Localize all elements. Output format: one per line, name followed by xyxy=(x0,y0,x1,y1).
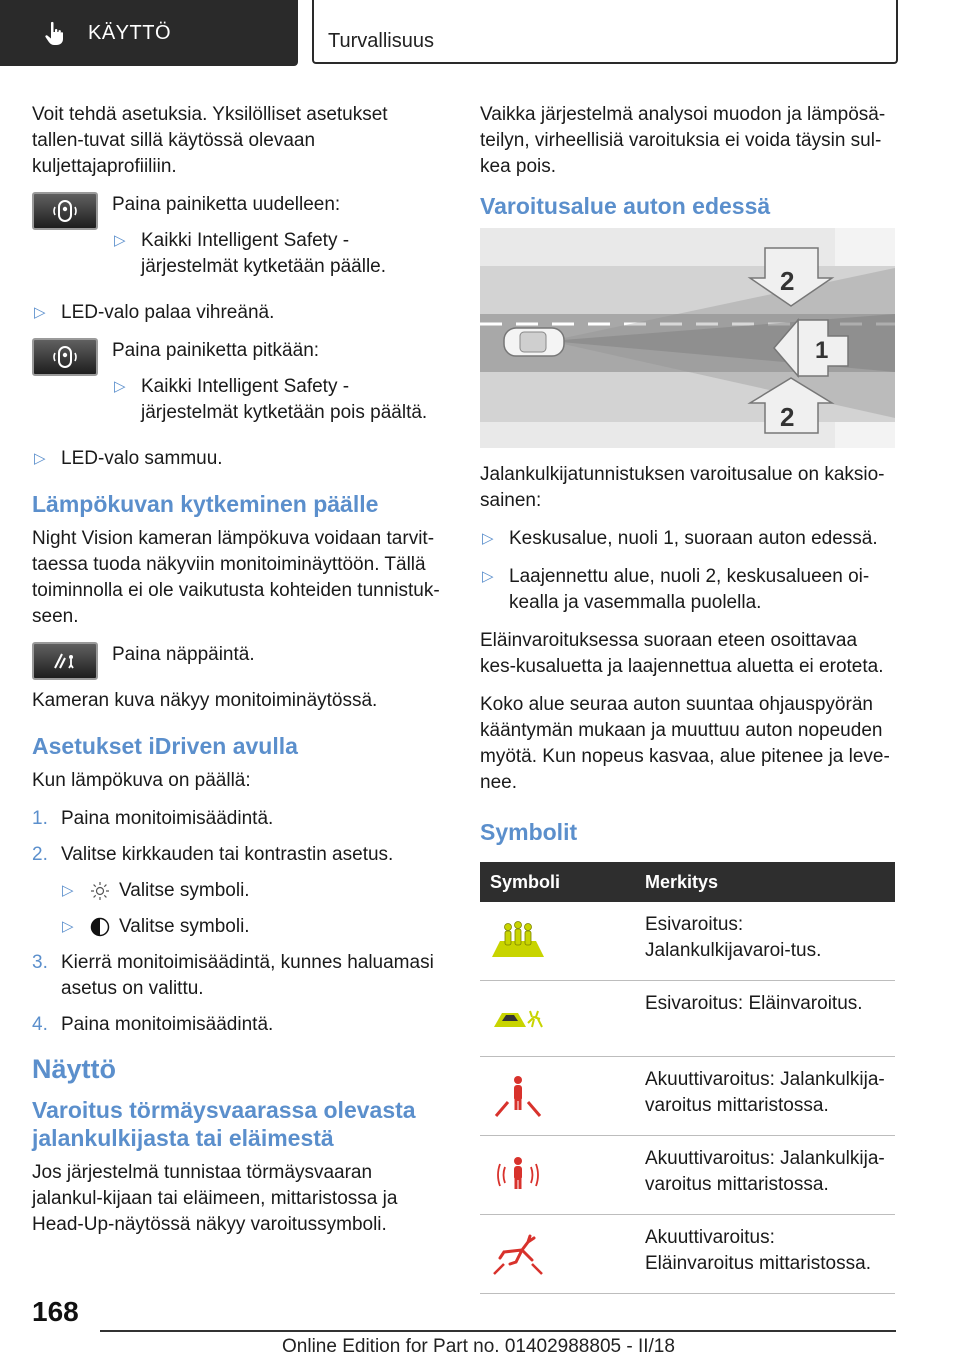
column-header-meaning: Merkitys xyxy=(635,862,895,902)
edition-text: Online Edition for Part no. 01402988805 - II/18 xyxy=(282,1336,675,1357)
follow-paragraph: Koko alue seuraa auton suuntaa ohjauspyörän kääntymän mukaan ja muuttuu auton nopeuden myötä. Kun nopeus kasvaa, alue pitenee ja leve-nee. xyxy=(480,694,890,793)
triangle-bullet-icon: ▷ xyxy=(34,304,46,321)
camera-paragraph: Kameran kuva näkyy monitoiminäytössä. xyxy=(32,690,378,711)
section-label: Turvallisuus xyxy=(328,30,434,52)
step-item: 1. Paina monitoimisäädintä. xyxy=(32,808,274,829)
symbol-meaning: Akuuttivaroitus: Eläinvaroitus mittaristossa. xyxy=(635,1215,895,1294)
table-row xyxy=(480,981,895,1057)
animal-prewarning-icon xyxy=(488,995,548,1043)
car-icon xyxy=(504,328,564,356)
steps-list xyxy=(32,806,442,868)
step-item: 3. Kierrä monitoimisäädintä, kunnes haluamasi asetus on valittu. xyxy=(32,952,434,999)
brightness-icon xyxy=(90,881,110,901)
deer-acute-icon xyxy=(488,1230,548,1278)
svg-text:1: 1 xyxy=(815,337,829,364)
button-instruction-2 xyxy=(32,338,442,438)
list-item: ▷ Kaikki Intelligent Safety -järjestelmät kytketään pois päältä. xyxy=(114,376,428,423)
intro-paragraph: Voit tehdä asetuksia. Yksilölliset asetukset tallen-tuvat sillä käytössä olevaan kuljettajaprofiiliin. xyxy=(32,104,388,177)
intelligent-safety-icon xyxy=(52,344,78,370)
step-item: 4. Paina monitoimisäädintä. xyxy=(32,1014,274,1035)
svg-text:2: 2 xyxy=(780,402,795,432)
right-column xyxy=(480,102,895,1294)
table-row xyxy=(480,1057,895,1136)
warning-area-diagram xyxy=(480,228,895,448)
column-header-symbol: Symboli xyxy=(480,862,635,902)
symbols-table xyxy=(480,862,895,1294)
table-header-row xyxy=(480,862,895,902)
triangle-bullet-icon: ▷ xyxy=(62,918,74,935)
page-number: 168 xyxy=(32,1296,79,1327)
heading-display: Näyttö xyxy=(32,1054,117,1084)
idrive-intro: Kun lämpökuva on päällä: xyxy=(32,770,251,791)
press-key-text: Paina näppäintä. xyxy=(112,644,255,665)
triangle-bullet-icon: ▷ xyxy=(482,530,494,547)
list-item: ▷ Laajennettu alue, nuoli 2, keskusalueen oi-kealla ja vasemmalla puolella. xyxy=(482,566,870,613)
heading-thermal: Lämpökuvan kytkeminen päälle xyxy=(32,491,379,517)
right-intro: Vaikka järjestelmä analysoi muodon ja lämpösä-teilyn, virheellisiä varoituksia ei voida täysin sul-kea pois. xyxy=(480,104,886,177)
pedestrians-warning-icon xyxy=(488,917,548,965)
night-vision-icon xyxy=(52,648,78,674)
left-column xyxy=(32,102,442,1250)
triangle-bullet-icon: ▷ xyxy=(114,378,126,395)
intelligent-safety-icon xyxy=(52,198,78,224)
list-item: ▷ Kaikki Intelligent Safety -järjestelmät kytketään päälle. xyxy=(114,230,387,277)
hand-icon xyxy=(42,20,68,46)
svg-text:2: 2 xyxy=(780,266,795,296)
section-box xyxy=(312,0,898,64)
thermal-paragraph: Night Vision kameran lämpökuva voidaan tarvit-taessa tuoda näkyviin monitoiminäyttöön. Tällä toiminnolla ei ole vaikutusta kohteiden tunnistuk-seen. xyxy=(32,528,440,627)
chapter-label: KÄYTTÖ xyxy=(88,21,172,44)
triangle-bullet-icon: ▷ xyxy=(114,232,126,249)
chapter-tab xyxy=(0,0,298,66)
list-item: ▷ LED-valo sammuu. xyxy=(32,446,442,472)
animal-paragraph: Eläinvaroituksessa suoraan eteen osoittavaa kes-kusaluetta ja laajennettua aluetta ei eroteta. xyxy=(480,630,884,677)
table-row xyxy=(480,902,895,981)
list-item: ▷ Keskusalue, nuoli 1, suoraan auton edessä. xyxy=(480,526,895,552)
key-instruction xyxy=(32,642,442,680)
night-vision-button-image xyxy=(32,642,98,680)
list-item: ▷ Valitse symboli. xyxy=(32,914,442,940)
contrast-icon xyxy=(90,917,110,937)
footer-divider xyxy=(100,1330,896,1332)
page-header xyxy=(0,0,960,66)
steps-list-continued xyxy=(32,950,442,1038)
list-item: ▷ Valitse symboli. xyxy=(32,878,442,904)
zone-paragraph: Jalankulkijatunnistuksen varoitusalue on kaksio-sainen: xyxy=(480,464,885,511)
warning-paragraph: Jos järjestelmä tunnistaa törmäysvaaran jalankul-kijaan tai eläimeen, mittaristossa ja Head-Up-näytössä näkyy varoitussymboli. xyxy=(32,1162,398,1235)
step-item: 2. Valitse kirkkauden tai kontrastin asetus. xyxy=(32,844,394,865)
zone-list xyxy=(480,526,895,616)
symbol-choices xyxy=(32,878,442,940)
pedestrian-acute-waves-icon xyxy=(488,1151,548,1199)
triangle-bullet-icon: ▷ xyxy=(62,882,74,899)
safety-button-image xyxy=(32,192,98,230)
heading-idrive: Asetukset iDriven avulla xyxy=(32,733,298,759)
button-instruction-1 xyxy=(32,192,442,292)
safety-button-image xyxy=(32,338,98,376)
triangle-bullet-icon: ▷ xyxy=(34,450,46,467)
heading-symbols: Symbolit xyxy=(480,819,578,845)
button-lead: Paina painiketta uudelleen: xyxy=(112,194,341,215)
button-lead: Paina painiketta pitkään: xyxy=(112,340,320,361)
triangle-bullet-icon: ▷ xyxy=(482,568,494,585)
symbol-meaning: Esivaroitus: Eläinvaroitus. xyxy=(635,981,895,1057)
heading-front-area: Varoitusalue auton edessä xyxy=(480,193,771,219)
table-row xyxy=(480,1215,895,1294)
pedestrian-acute-icon xyxy=(488,1072,548,1120)
symbol-meaning: Akuuttivaroitus: Jalankulkija-varoitus mittaristossa. xyxy=(635,1136,895,1215)
heading-warning: Varoitus törmäysvaarassa olevasta jalankulkijasta tai eläimestä xyxy=(32,1097,416,1151)
symbol-meaning: Esivaroitus: Jalankulkijavaroi-tus. xyxy=(635,902,895,981)
list-item: ▷ LED-valo palaa vihreänä. xyxy=(32,300,442,326)
table-row xyxy=(480,1136,895,1215)
symbol-meaning: Akuuttivaroitus: Jalankulkija-varoitus mittaristossa. xyxy=(635,1057,895,1136)
